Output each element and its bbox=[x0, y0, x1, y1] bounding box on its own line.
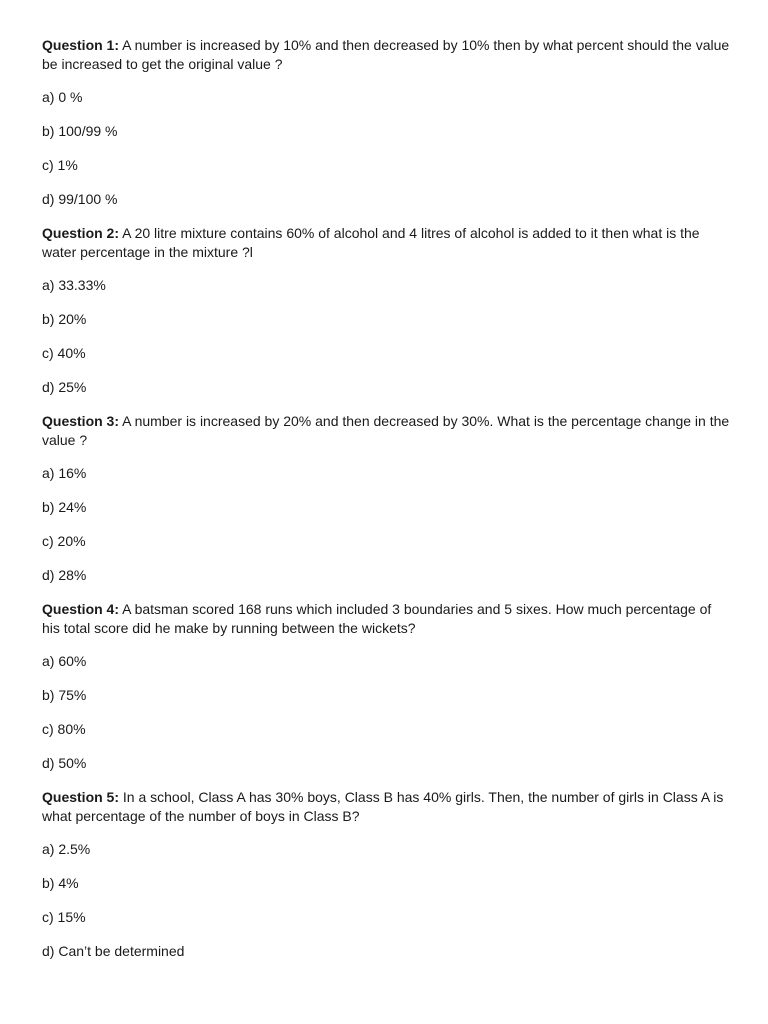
question-body: A number is increased by 20% and then decreased by 30%. What is the percentage change in the value ? bbox=[42, 413, 730, 448]
option-d: d) 99/100 % bbox=[42, 191, 118, 207]
option-b: b) 24% bbox=[42, 499, 87, 515]
question-text bbox=[42, 224, 732, 262]
question-1 bbox=[42, 36, 732, 209]
option-c: c) 40% bbox=[42, 345, 86, 361]
question-label: Question 3: bbox=[42, 413, 120, 429]
option-b: b) 75% bbox=[42, 687, 87, 703]
option-b: b) 4% bbox=[42, 875, 79, 891]
option-c: c) 20% bbox=[42, 533, 86, 549]
question-label: Question 5: bbox=[42, 789, 120, 805]
option-c: c) 1% bbox=[42, 157, 78, 173]
option-d: d) 28% bbox=[42, 567, 87, 583]
question-body: A batsman scored 168 runs which included 3 boundaries and 5 sixes. How much percentage of his total score did he make by running between the wickets? bbox=[42, 601, 712, 636]
question-sheet bbox=[42, 36, 732, 976]
option-c: c) 80% bbox=[42, 721, 86, 737]
option-b: b) 100/99 % bbox=[42, 123, 118, 139]
option-d: d) 50% bbox=[42, 755, 87, 771]
question-text bbox=[42, 412, 732, 450]
question-label: Question 1: bbox=[42, 37, 120, 53]
option-a: a) 0 % bbox=[42, 89, 83, 105]
question-label: Question 4: bbox=[42, 601, 120, 617]
option-c: c) 15% bbox=[42, 909, 86, 925]
question-text bbox=[42, 788, 732, 826]
question-2 bbox=[42, 224, 732, 397]
question-label: Question 2: bbox=[42, 225, 120, 241]
option-a: a) 2.5% bbox=[42, 841, 91, 857]
question-body: A number is increased by 10% and then decreased by 10% then by what percent should the value be increased to get the original value ? bbox=[42, 37, 730, 72]
option-a: a) 16% bbox=[42, 465, 87, 481]
question-3 bbox=[42, 412, 732, 585]
question-text bbox=[42, 600, 732, 638]
option-a: a) 33.33% bbox=[42, 277, 106, 293]
question-5 bbox=[42, 788, 732, 961]
option-d: d) 25% bbox=[42, 379, 87, 395]
option-a: a) 60% bbox=[42, 653, 87, 669]
question-text bbox=[42, 36, 732, 74]
option-b: b) 20% bbox=[42, 311, 87, 327]
question-body: In a school, Class A has 30% boys, Class B has 40% girls. Then, the number of girls in Class A is what percentage of the number of boys in Class B? bbox=[42, 789, 724, 824]
question-body: A 20 litre mixture contains 60% of alcohol and 4 litres of alcohol is added to it then what is the water percentage in the mixture ?l bbox=[42, 225, 700, 260]
question-4 bbox=[42, 600, 732, 773]
option-d: d) Can’t be determined bbox=[42, 943, 185, 959]
